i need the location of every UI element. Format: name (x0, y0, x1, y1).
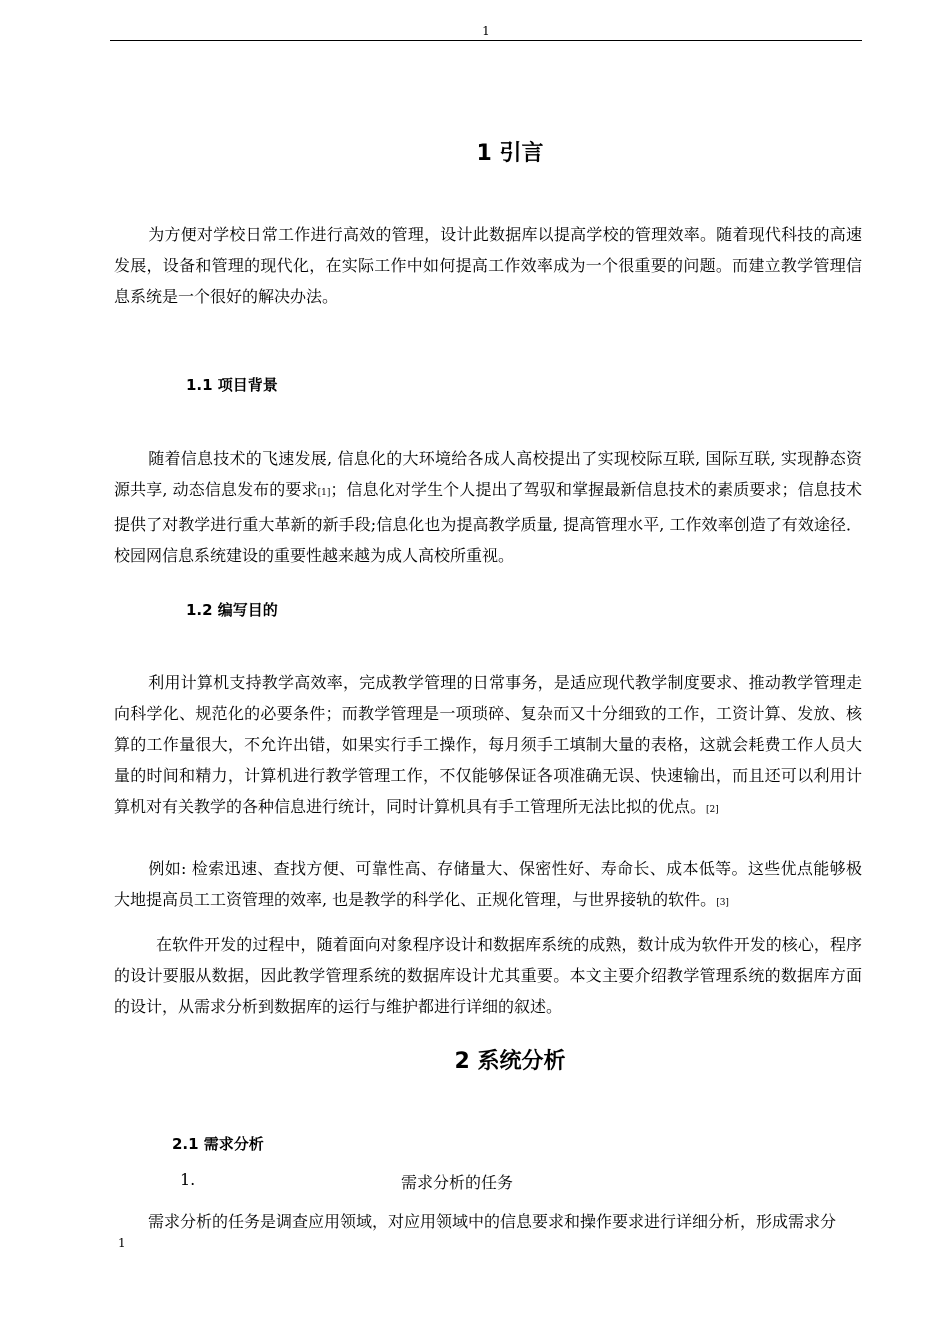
citation-1: [1] (317, 488, 331, 498)
footer-page-number: 1 (118, 1236, 126, 1250)
background-text-b: ；信息化对学生个人提出了驾驭和掌握最新信息技术的素质要求；信息技术提供了对教学进行重大革新的新手段;信息化也为提高教学质量, 提高管理水平, 工作效率创造了有效途径．校园网信息系统建设的重要性越来越为成人高校所重视。 (114, 480, 862, 565)
section-1-title: 1 引言 (476, 141, 544, 166)
subsection-1-2-paragraph-3 (114, 929, 862, 1022)
subsection-1-2-paragraph-2 (114, 853, 862, 919)
section-1-intro-paragraph (114, 219, 862, 312)
requirements-text: 需求分析的任务是调查应用领域，对应用领域中的信息要求和操作要求进行详细分析，形成需求分 (148, 1212, 837, 1231)
background-text-a: 随着信息技术的飞速发展, 信息化的大环境给各成人高校提出了实现校际互联, 国际互联, 实现静态资源共享, 动态信息发布的要求 (114, 449, 862, 499)
subsection-1-2-paragraph-1 (114, 667, 862, 826)
intro-text: 为方便对学校日常工作进行高效的管理，设计此数据库以提高学校的管理效率。随着现代科技的高速发展，设备和管理的现代化，在实际工作中如何提高工作效率成为一个很重要的问题。而建立教学管理信息系统是一个很好的解决办法。 (114, 225, 862, 306)
section-2-title: 2 系统分析 (454, 1049, 566, 1074)
subsection-1-1-title: 1.1 项目背景 (186, 376, 278, 394)
header-page-number: 1 (482, 24, 490, 38)
citation-2: [2] (706, 805, 719, 815)
purpose-text-2: 例如: 检索迅速、查找方便、可靠性高、存储量大、保密性好、寿命长、成本低等。这些优点能够极大地提高员工工资管理的效率, 也是教学的科学化、正规化管理，与世界接轨的软件。 (114, 859, 862, 909)
purpose-text-3: 在软件开发的过程中，随着面向对象程序设计和数据库系统的成熟，数计成为软件开发的核心，程序的设计要服从数据，因此教学管理系统的数据库设计尤其重要。本文主要介绍教学管理系统的数据库方面的设计，从需求分析到数据库的运行与维护都进行详细的叙述。 (114, 935, 862, 1016)
purpose-text-1: 利用计算机支持教学高效率，完成教学管理的日常事务，是适应现代教学制度要求、推动教学管理走向科学化、规范化的必要条件；而教学管理是一项琐碎、复杂而又十分细致的工作，工资计算、发放、核算的工作量很大，不允许出错，如果实行手工操作，每月须手工填制大量的表格，这就会耗费工作人员大量的时间和精力，计算机进行教学管理工作，不仅能够保证各项准确无误、快速输出，而且还可以利用计算机对有关教学的各种信息进行统计，同时计算机具有手工管理所无法比拟的优点。 (114, 673, 862, 816)
section-2-paragraph (114, 1206, 862, 1237)
subsection-1-2-title: 1.2 编写目的 (186, 601, 278, 619)
citation-3: [3] (716, 898, 729, 908)
subsection-2-1-title: 2.1 需求分析 (172, 1135, 264, 1153)
list-item-label: 需求分析的任务 (401, 1173, 514, 1192)
list-item-number: 1. (180, 1170, 196, 1189)
header-rule (110, 40, 862, 41)
subsection-1-1-paragraph (114, 443, 862, 571)
